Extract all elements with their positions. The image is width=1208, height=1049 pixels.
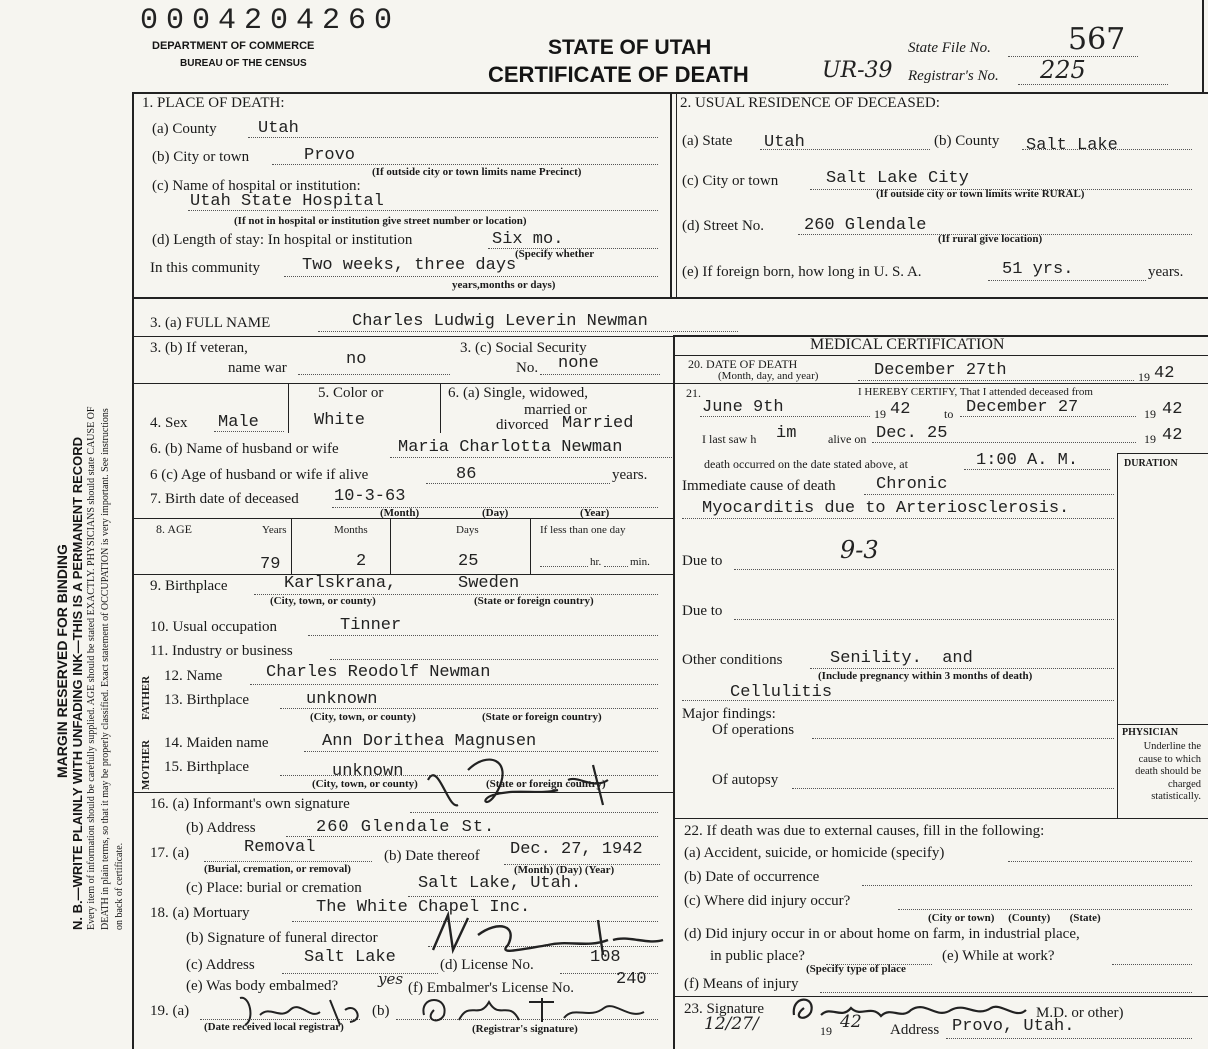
marital-label-3: divorced <box>496 417 549 433</box>
birthplace-label: 9. Birthplace <box>150 578 228 594</box>
residence-county-label: (b) County <box>934 133 1000 149</box>
due-to-2-label: Due to <box>682 603 723 619</box>
attended-from-year: 42 <box>890 400 911 419</box>
informant-address-label: (b) Address <box>186 820 256 836</box>
mother-birthplace-label: 15. Birthplace <box>164 759 249 775</box>
department-label: DEPARTMENT OF COMMERCE <box>152 40 315 52</box>
medical-heading: MEDICAL CERTIFICATION <box>810 336 1005 353</box>
specify-place-note: (Specify type of place <box>806 963 906 975</box>
physician-tag: PHYSICIAN <box>1122 727 1179 738</box>
residence-city-note: (If outside city or town limits write RURAL) <box>876 188 1085 200</box>
age-months-value: 2 <box>356 552 367 571</box>
burial-place-value: Salt Lake, Utah. <box>418 874 582 893</box>
birth-date-label: 7. Birth date of deceased <box>150 491 299 507</box>
veteran-value: no <box>346 350 367 369</box>
due-to-label: Due to <box>682 553 723 569</box>
state-file-label: State File No. <box>908 40 991 56</box>
mortuary-address-label: (c) Address <box>186 957 255 973</box>
serial-number: 0004204260 <box>140 4 401 38</box>
spouse-label: 6. (b) Name of husband or wife <box>150 441 339 457</box>
spouse-age-value: 86 <box>456 465 477 484</box>
ssn-label-2: No. <box>516 360 539 376</box>
funeral-director-label: (b) Signature of funeral director <box>186 930 378 946</box>
veteran-label: 3. (b) If veteran, <box>150 340 248 356</box>
burial-place-label: (c) Place: burial or cremation <box>186 880 362 896</box>
age-min: min. <box>630 556 650 568</box>
state-file-number: 567 <box>1068 22 1126 57</box>
certificate-title: CERTIFICATE OF DEATH <box>488 62 749 87</box>
attended-to-label: to <box>944 407 954 421</box>
signature-date-value: 12/27/ <box>704 1014 759 1034</box>
residence-street-label: (d) Street No. <box>682 218 765 234</box>
place-stay-label: (d) Length of stay: In hospital or institution <box>152 232 413 248</box>
birth-year-note: (Year) <box>580 507 610 519</box>
registrar-sig-label: (b) <box>372 1003 390 1019</box>
received-note: (Date received local registrar) <box>204 1021 344 1033</box>
occupation-label: 10. Usual occupation <box>150 619 278 635</box>
residence-city-label: (c) City or town <box>682 173 779 189</box>
place-community-label: In this community <box>150 260 260 276</box>
alive-on-label: alive on <box>828 432 867 446</box>
residence-foreign-label: (e) If foreign born, how long in U. S. A. <box>682 264 922 280</box>
sex-label: 4. Sex <box>150 415 188 431</box>
date-of-death-label: 20. DATE OF DEATH <box>688 357 798 371</box>
burial-label: 17. (a) <box>150 845 190 861</box>
place-hospital-label: (c) Name of hospital or institution: <box>152 178 361 194</box>
occupation-value: Tinner <box>340 616 402 635</box>
father-birthplace-label: 13. Birthplace <box>164 692 249 708</box>
residence-state-value: Utah <box>764 133 805 152</box>
burial-date-label: (b) Date thereof <box>384 848 480 864</box>
full-name-label: 3. (a) FULL NAME <box>150 315 271 331</box>
burial-date-value: Dec. 27, 1942 <box>510 840 643 859</box>
where-label: (c) Where did injury occur? <box>684 893 851 909</box>
age-years-value: 79 <box>260 555 281 574</box>
informant-signature-label: 16. (a) Informant's own signature <box>150 796 350 812</box>
embalmer-license-label: (f) Embalmer's License No. <box>408 980 574 996</box>
place-hospital-value: Utah State Hospital <box>190 192 384 211</box>
father-birthplace-value: unknown <box>306 690 378 709</box>
bureau-label: BUREAU OF THE CENSUS <box>180 58 307 69</box>
veteran-label-2: name war <box>228 360 287 376</box>
place-stay-value: Six mo. <box>492 230 564 249</box>
accident-label: (a) Accident, suicide, or homicide (specify) <box>684 845 945 861</box>
place-specify-note: (Specify whether <box>515 248 595 260</box>
burial-value: Removal <box>244 838 316 857</box>
sex-value: Male <box>218 413 259 432</box>
funeral-director-signature <box>428 910 668 960</box>
immediate-cause-value: Chronic <box>876 475 948 494</box>
father-tag: FATHER <box>140 675 152 720</box>
last-saw-him: im <box>776 424 797 443</box>
birthplace-state-note: (State or foreign country) <box>474 595 594 607</box>
full-name-value: Charles Ludwig Leverin Newman <box>352 312 648 331</box>
attended-from-19: 19 <box>874 407 886 421</box>
public-place-label: in public place? <box>710 948 805 964</box>
birth-day-note: (Day) <box>482 507 509 519</box>
immediate-cause-label: Immediate cause of death <box>682 478 836 494</box>
date-of-death-year: 42 <box>1154 364 1175 383</box>
last-saw-value: Dec. 25 <box>876 424 948 443</box>
place-heading: 1. PLACE OF DEATH: <box>142 95 285 111</box>
margin-instructions-text-1: Every item of information should be carefully supplied. AGE should be stated EXACTLY. PHYSICIANS should state CAUSE OF <box>86 406 97 930</box>
md-label: M.D. or other) <box>1036 1005 1124 1021</box>
father-name-label: 12. Name <box>164 668 223 684</box>
other-conditions-value: Senility. and <box>830 649 973 668</box>
father-city-note: (City, town, or county) <box>310 711 416 723</box>
other-conditions-value-2: Cellulitis <box>730 683 833 702</box>
birthplace-city-note: (City, town, or county) <box>270 595 376 607</box>
signature-address-label: Address <box>890 1022 940 1038</box>
place-city-value: Provo <box>304 146 356 165</box>
embalmer-license-value: 240 <box>616 970 647 989</box>
home-label: (d) Did injury occur in or about home on farm, in industrial place, <box>684 926 1080 942</box>
certify-text: I HEREBY CERTIFY, That I attended deceased from <box>858 386 1093 398</box>
where-note: (City or town) (County) (State) <box>928 912 1101 924</box>
residence-foreign-value: 51 yrs. <box>1002 260 1074 279</box>
spouse-value: Maria Charlotta Newman <box>398 438 623 457</box>
embalmed-label: (e) Was body embalmed? <box>186 978 339 994</box>
color-value: White <box>314 411 366 430</box>
item-21-number: 21. <box>686 386 701 400</box>
mother-state-note: (State or foreign country) <box>486 778 606 790</box>
duration-label: DURATION <box>1124 458 1178 469</box>
attended-to-year: 42 <box>1162 400 1183 419</box>
mortuary-value: The White Chapel Inc. <box>316 898 531 917</box>
immediate-cause-value-2: Myocarditis due to Arteriosclerosis. <box>702 499 1070 518</box>
industry-label: 11. Industry or business <box>150 643 293 659</box>
place-specify-note-2: years,months or days) <box>452 279 556 291</box>
other-conditions-label: Other conditions <box>682 652 783 668</box>
mortuary-label: 18. (a) Mortuary <box>150 905 250 921</box>
age-years-label: Years <box>262 524 287 536</box>
margin-instructions-text-3: on back of certificate. <box>114 842 125 930</box>
external-causes-label: 22. If death was due to external causes, fill in the following: <box>684 823 1045 839</box>
attended-from-value: June 9th <box>702 398 784 417</box>
father-state-note: (State or foreign country) <box>482 711 602 723</box>
age-days-label: Days <box>456 524 479 536</box>
residence-years: years. <box>1148 264 1184 280</box>
mortuary-address-value: Salt Lake <box>304 948 396 967</box>
major-findings-label: Major findings: <box>682 706 776 722</box>
margin-binding-text: MARGIN RESERVED FOR BINDING <box>54 544 70 778</box>
license-label: (d) License No. <box>440 957 534 973</box>
burial-note: (Burial, cremation, or removal) <box>204 863 351 875</box>
signature-19: 19 <box>820 1024 832 1038</box>
date-of-death-value: December 27th <box>874 361 1007 380</box>
burial-date-note: (Month) (Day) (Year) <box>514 864 615 876</box>
residence-county-value: Salt Lake <box>1026 136 1118 155</box>
signature-address-value: Provo, Utah. <box>952 1017 1075 1036</box>
place-county-label: (a) County <box>152 121 217 137</box>
marital-label-2: married or <box>524 402 587 418</box>
place-city-label: (b) City or town <box>152 149 250 165</box>
state-title: STATE OF UTAH <box>548 36 712 59</box>
margin-permanent-record-text: N. B.—WRITE PLAINLY WITH UNFADING INK—THIS IS A PERMANENT RECORD <box>70 436 85 930</box>
ur-code: UR-39 <box>822 58 893 83</box>
ssn-value: none <box>558 354 599 373</box>
residence-street-value: 260 Glendale <box>804 216 927 235</box>
age-days-value: 25 <box>458 552 479 571</box>
occurrence-label: (b) Date of occurrence <box>684 869 820 885</box>
place-community-value: Two weeks, three days <box>302 256 517 275</box>
means-of-injury-label: (f) Means of injury <box>684 976 799 992</box>
ssn-label: 3. (c) Social Security <box>460 340 587 356</box>
of-autopsy-label: Of autopsy <box>712 772 779 788</box>
place-hospital-note: (If not in hospital or institution give street number or location) <box>234 215 527 227</box>
marital-value: Married <box>562 414 634 433</box>
attended-to-value: December 27 <box>966 398 1079 417</box>
death-time-value: 1:00 A. M. <box>976 451 1079 470</box>
birth-date-value: 10-3-63 <box>334 487 406 506</box>
residence-state-label: (a) State <box>682 133 733 149</box>
informant-signature <box>418 750 638 820</box>
attended-to-19: 19 <box>1144 407 1156 421</box>
birthplace-city-value: Karlskrana, <box>284 574 397 593</box>
of-operations-label: Of operations <box>712 722 795 738</box>
birth-month-note: (Month) <box>380 507 420 519</box>
received-label: 19. (a) <box>150 1003 190 1019</box>
residence-heading: 2. USUAL RESIDENCE OF DECEASED: <box>680 95 940 111</box>
age-less-label: If less than one day <box>540 524 626 536</box>
mother-birthplace-value: unknown <box>332 762 404 781</box>
residence-city-value: Salt Lake City <box>826 169 969 188</box>
place-county-value: Utah <box>258 119 299 138</box>
due-to-code: 9-3 <box>840 536 879 564</box>
registrar-number: 225 <box>1040 56 1086 84</box>
last-saw-19: 19 <box>1144 432 1156 446</box>
mother-name-value: Ann Dorithea Magnusen <box>322 732 537 751</box>
age-months-label: Months <box>334 524 368 536</box>
mother-tag: MOTHER <box>140 739 152 790</box>
mother-name-label: 14. Maiden name <box>164 735 269 751</box>
spouse-years: years. <box>612 467 648 483</box>
father-name-value: Charles Reodolf Newman <box>266 663 491 682</box>
last-saw-label: I last saw h <box>702 432 757 446</box>
registrar-label: Registrar's No. <box>908 68 999 84</box>
death-occurred-label: death occurred on the date stated above, at <box>704 457 908 471</box>
birthplace-country-value: Sweden <box>458 574 520 593</box>
registrar-note: (Registrar's signature) <box>472 1023 578 1035</box>
spouse-age-label: 6 (c) Age of husband or wife if alive <box>150 467 369 483</box>
color-label: 5. Color or <box>318 385 384 401</box>
residence-street-note: (If rural give location) <box>938 233 1043 245</box>
informant-address-value: 260 Glendale St. <box>316 818 496 837</box>
place-city-note: (If outside city or town limits name Precinct) <box>372 166 582 178</box>
other-conditions-note: (Include pregnancy within 3 months of death) <box>818 670 1033 682</box>
while-at-work-label: (e) While at work? <box>942 948 1055 964</box>
age-hr: hr. <box>590 556 602 568</box>
license-value: 108 <box>590 948 621 967</box>
signature-year-value: 42 <box>840 1012 862 1032</box>
date-of-death-note: (Month, day, and year) <box>718 370 819 382</box>
age-label: 8. AGE <box>156 522 192 536</box>
date-of-death-19: 19 <box>1138 370 1150 384</box>
marital-label: 6. (a) Single, widowed, <box>448 385 588 401</box>
last-saw-year: 42 <box>1162 426 1183 445</box>
margin-instructions-text-2: DEATH in plain terms, so that it may be properly classified. Exact statement of OCCUPATION is very important. See instructions <box>100 408 111 930</box>
mother-city-note: (City, town, or county) <box>312 778 418 790</box>
signature-label: 23. Signature <box>684 1001 764 1017</box>
embalmed-value: yes <box>378 970 404 988</box>
physician-note: Underline the cause to which death should be charged statistically. <box>1135 741 1201 802</box>
